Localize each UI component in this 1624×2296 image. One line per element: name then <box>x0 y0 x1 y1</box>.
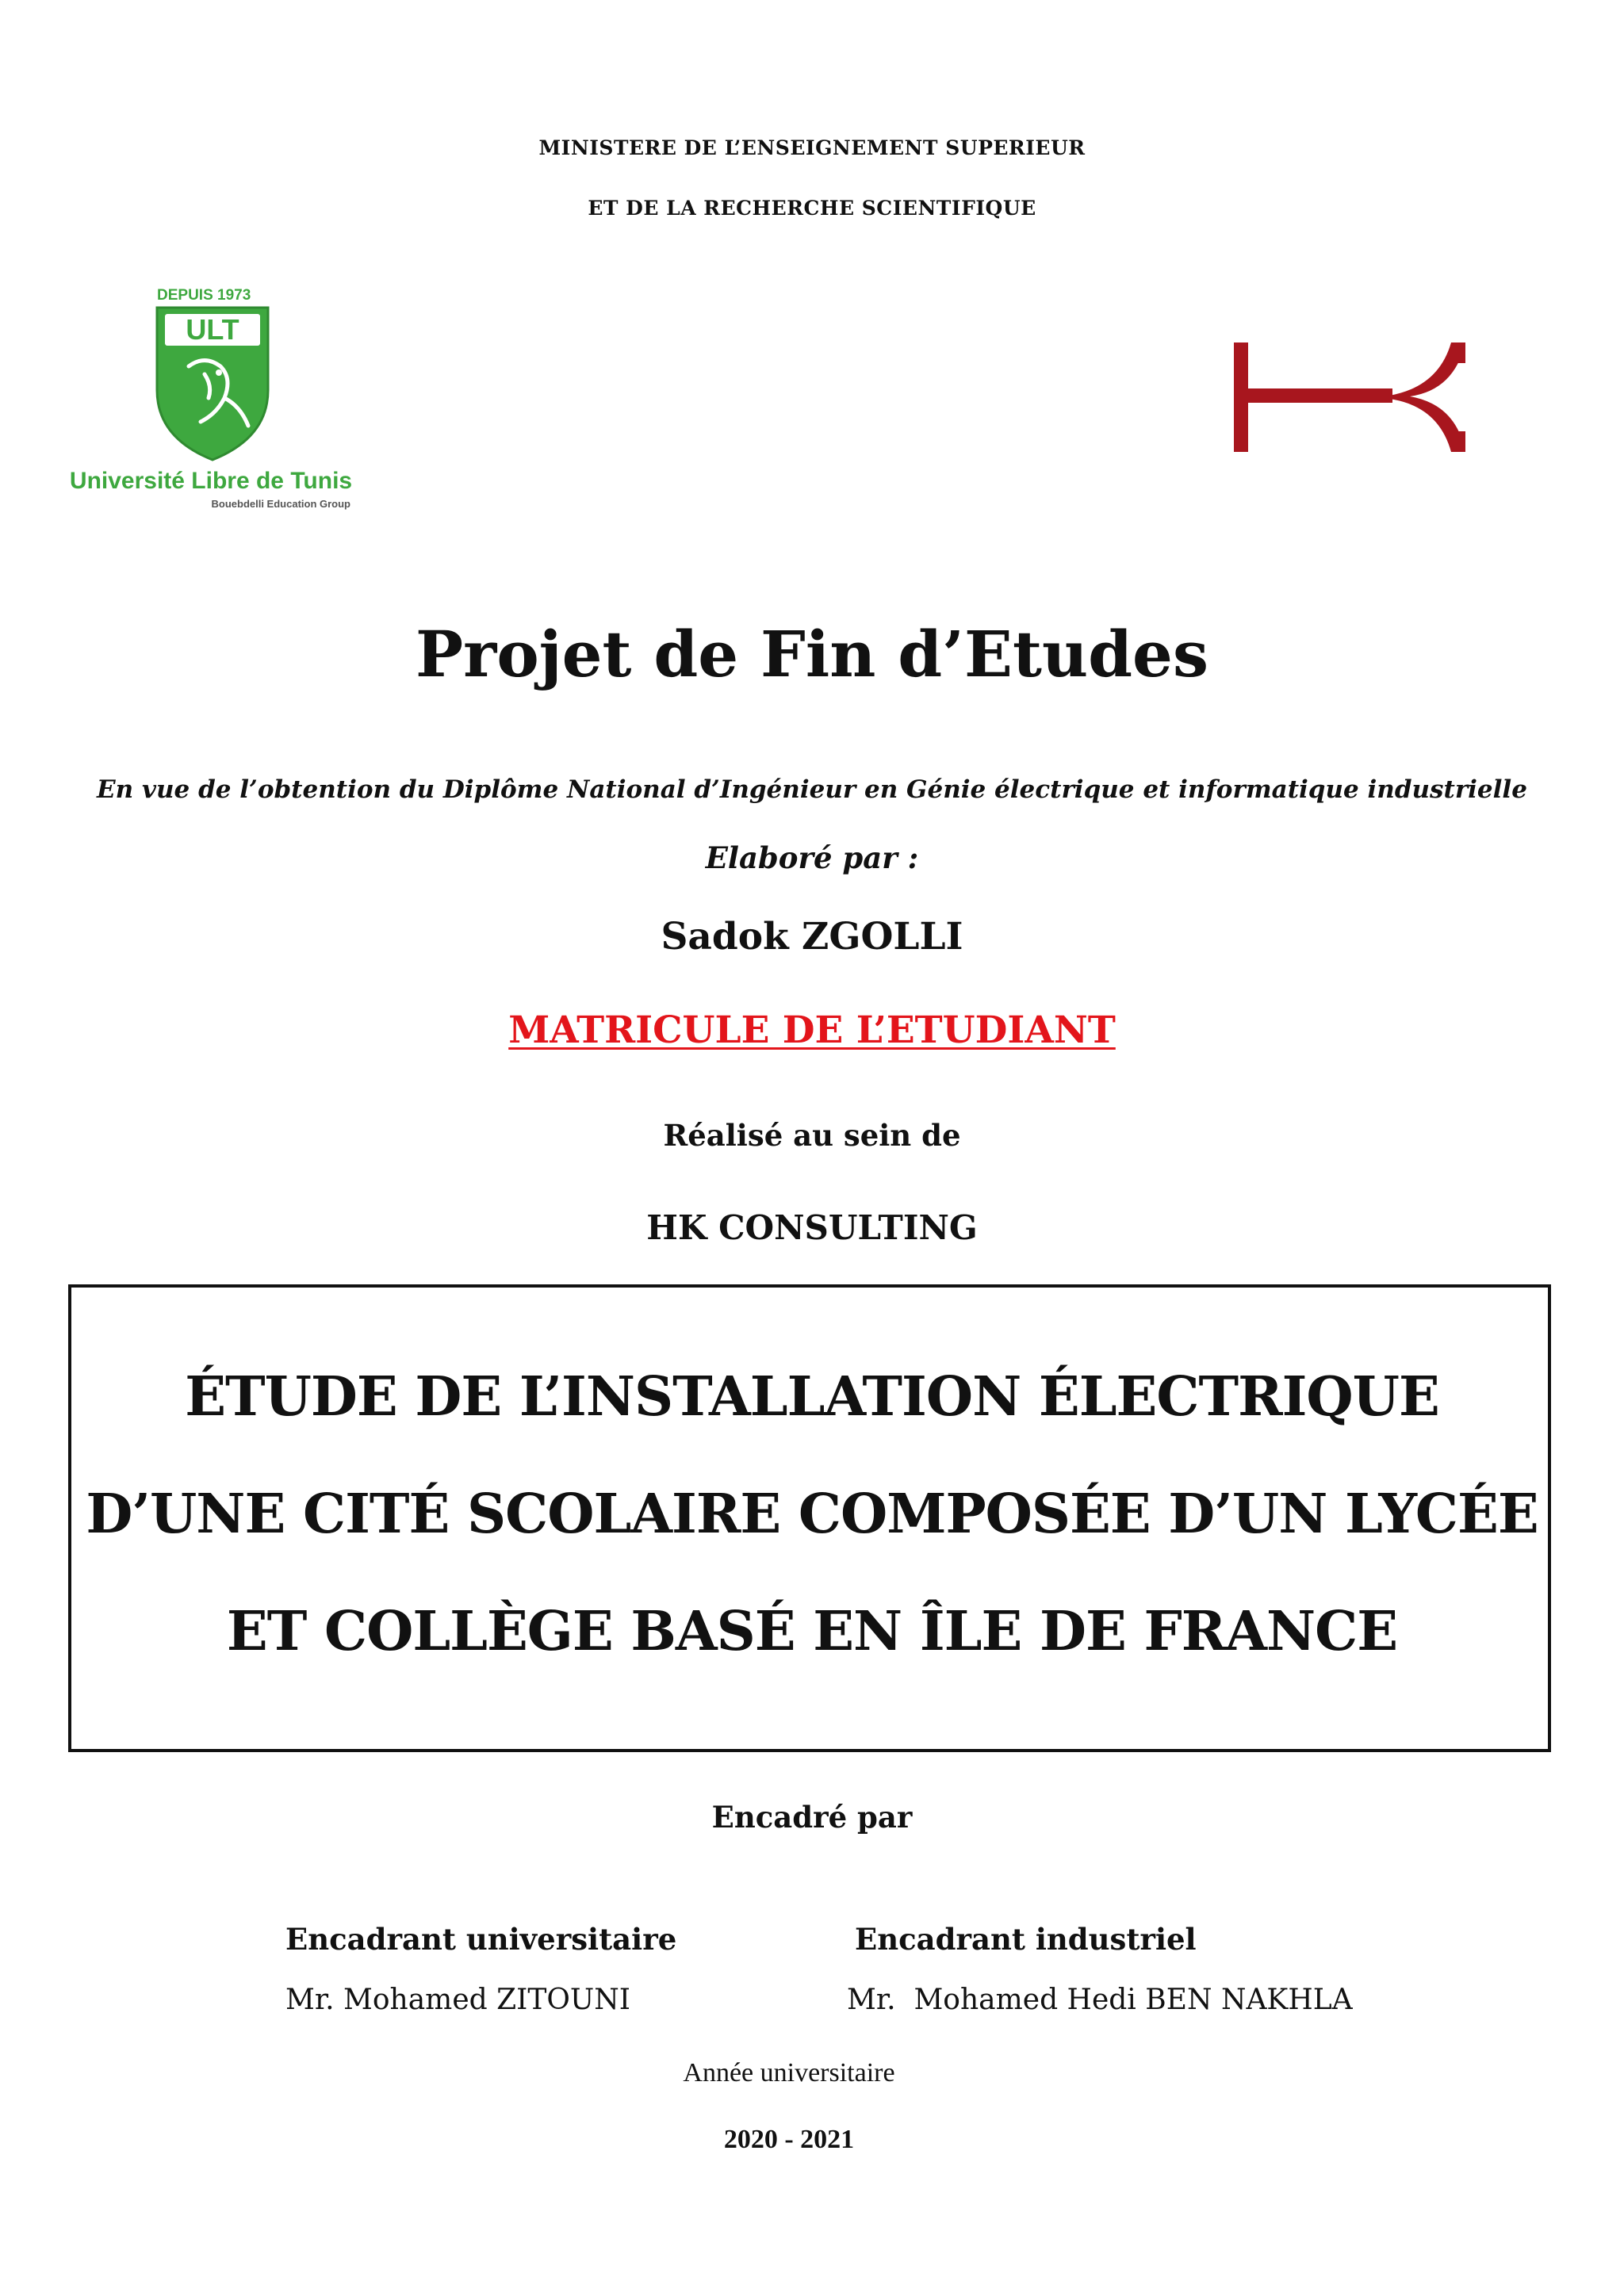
ult-since-text: DEPUIS 1973 <box>157 287 251 304</box>
diploma-subtitle: En vue de l’obtention du Diplôme National d’Ingénieur en Génie électrique et informatique industrielle <box>97 775 1527 804</box>
ult-acronym: ULT <box>186 313 239 346</box>
industrial-supervisor-name: Mr. Mohamed Hedi BEN NAKHLA <box>847 1984 1353 2016</box>
author-name: Sadok ZGOLLI <box>661 915 963 959</box>
elabore-label: Elaboré par : <box>705 840 919 875</box>
student-matricule: MATRICULE DE L’ETUDIANT <box>508 1008 1116 1052</box>
industrial-supervisor-heading: Encadrant industriel <box>855 1922 1197 1957</box>
ministry-line-2: ET DE LA RECHERCHE SCIENTIFIQUE <box>588 197 1036 220</box>
ult-name: Université Libre de Tunis <box>70 468 353 494</box>
page-title: Projet de Fin d’Etudes <box>416 617 1208 691</box>
encadre-label: Encadré par <box>711 1800 913 1835</box>
company-name: HK CONSULTING <box>646 1208 978 1247</box>
academic-year: 2020 - 2021 <box>723 2125 855 2154</box>
thesis-line-1: ÉTUDE DE L’INSTALLATION ÉLECTRIQUE <box>185 1365 1439 1429</box>
thesis-line-2: D’UNE CITÉ SCOLAIRE COMPOSÉE D’UN LYCÉE <box>86 1483 1538 1546</box>
ult-logo <box>70 279 363 517</box>
academic-supervisor-name: Mr. Mohamed ZITOUNI <box>285 1984 630 2016</box>
ministry-line-1: MINISTERE DE L’ENSEIGNEMENT SUPERIEUR <box>538 136 1086 159</box>
ult-group: Bouebdelli Education Group <box>211 498 350 510</box>
thesis-line-3: ET COLLÈGE BASÉ EN ÎLE DE FRANCE <box>226 1600 1398 1663</box>
realise-label: Réalisé au sein de <box>663 1118 961 1153</box>
academic-year-label: Année universitaire <box>683 2058 895 2087</box>
hk-logo <box>1231 339 1469 455</box>
academic-supervisor-heading: Encadrant universitaire <box>285 1922 677 1957</box>
